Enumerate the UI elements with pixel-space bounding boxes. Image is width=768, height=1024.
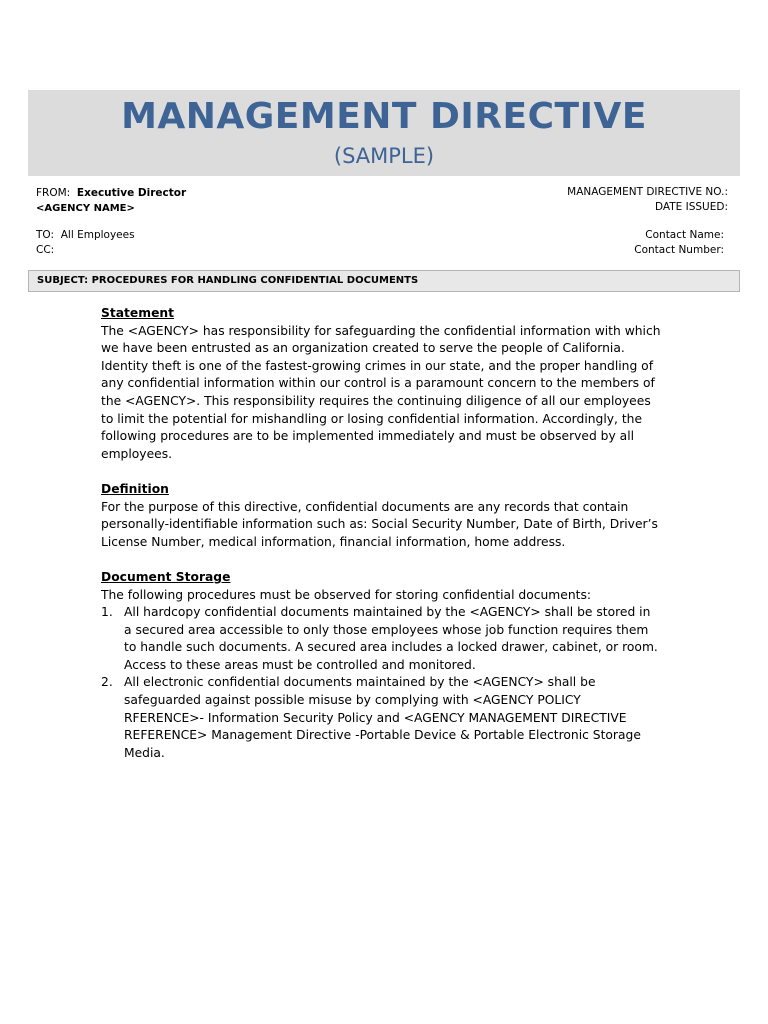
list-item-text: All electronic confidential documents maintained by the <AGENCY> shall be safeguarded against possible misuse by complying with <AGENCY POLICY RFERENCE>- Information Security Policy and <AGENCY MANAGEMENT DIRECTIVE REFERENCE> Management Directive -Portable Device & Portable Electronic Storage Media. bbox=[124, 675, 641, 760]
list-item bbox=[101, 674, 661, 762]
list-item bbox=[101, 604, 661, 674]
from-block bbox=[36, 186, 186, 216]
subject-bar bbox=[28, 270, 740, 292]
from-line bbox=[36, 186, 186, 201]
document-title: MANAGEMENT DIRECTIVE bbox=[121, 96, 647, 137]
storage-heading: Document Storage bbox=[101, 569, 231, 584]
subject-text: SUBJECT: PROCEDURES FOR HANDLING CONFIDENTIAL DOCUMENTS bbox=[37, 275, 419, 286]
definition-paragraph: For the purpose of this directive, confidential documents are any records that contain personally-identifiable information such as: Social Security Number, Date of Birth, Driver’s License Number, medical information, financial information, home address. bbox=[101, 499, 658, 549]
agency-name bbox=[36, 201, 186, 216]
directive-info-block bbox=[567, 185, 728, 215]
list-item-text: All hardcopy confidential documents maintained by the <AGENCY> shall be stored in a secured area accessible to only those employees whose job function requires them to handle such documents. A secured area includes a locked drawer, cabinet, or room. Access to these areas must be controlled and monitored. bbox=[124, 605, 658, 672]
agency-name-text: <AGENCY NAME> bbox=[36, 203, 135, 214]
contact-number-label: Contact Number: bbox=[634, 244, 724, 256]
statement-heading: Statement bbox=[101, 306, 175, 320]
contact-name-label: Contact Name: bbox=[645, 229, 724, 241]
directive-number-label: MANAGEMENT DIRECTIVE NO.: bbox=[567, 186, 728, 198]
to-label: TO: bbox=[36, 229, 55, 241]
from-value: Executive Director bbox=[76, 187, 187, 199]
list-item-number: 2. bbox=[101, 675, 113, 690]
date-issued-label: DATE ISSUED: bbox=[654, 201, 728, 213]
title-banner bbox=[28, 90, 740, 176]
definition-heading: Definition bbox=[101, 481, 169, 496]
directive-body bbox=[101, 305, 661, 762]
from-label: FROM: bbox=[36, 187, 71, 199]
storage-intro: The following procedures must be observed for storing confidential documents: bbox=[101, 587, 592, 602]
list-item-number: 1. bbox=[101, 605, 113, 620]
to-value: All Employees bbox=[60, 229, 135, 241]
storage-procedures-list bbox=[101, 604, 661, 762]
recipient-block bbox=[36, 228, 135, 258]
cc-label: CC: bbox=[36, 244, 55, 256]
contact-block bbox=[634, 228, 724, 258]
to-line bbox=[36, 228, 135, 243]
document-subtitle: (SAMPLE) bbox=[333, 144, 435, 168]
statement-paragraph: The <AGENCY> has responsibility for safeguarding the confidential information with which we have been entrusted as an organization created to serve the people of California. Identity theft is one of the fastest-growing crimes in our state, and the proper handling of any confidential information within our control is a paramount concern to the members of the <AGENCY>. This responsibility requires the continuing diligence of all our employees to limit the potential for mishandling or losing confidential information. Accordingly, the following procedures are to be implemented immediately and must be observed by all employees. bbox=[101, 323, 661, 461]
